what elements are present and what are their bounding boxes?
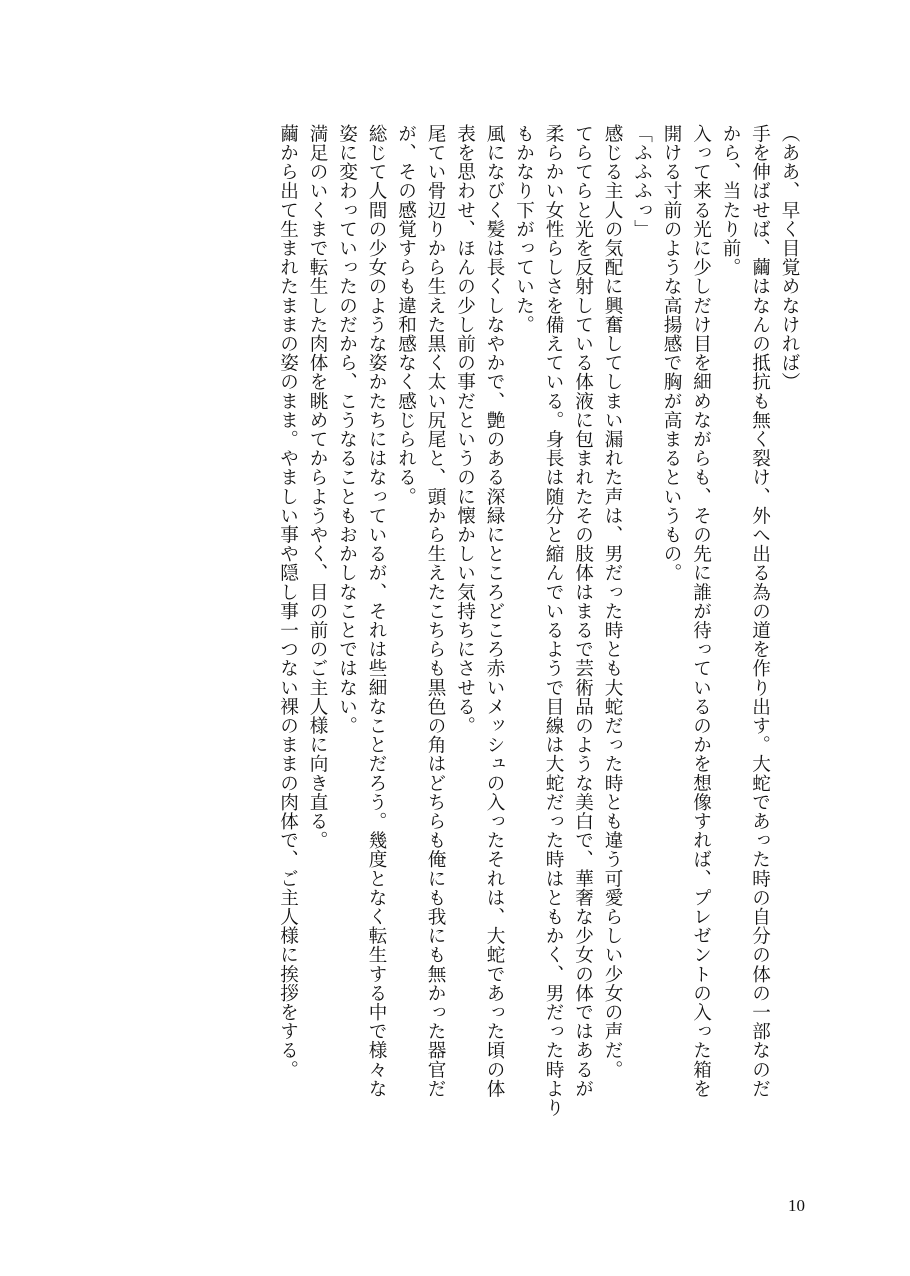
text-line: 感じる主人の気配に興奮してしまい漏れた声は、男だった時とも大蛇だった時とも違う可愛らしい少女の声だ。 [602,124,623,1079]
text-line: 風になびく髪は長くしなやかで、艶のある深緑にところどころ赤いメッシュの入ったそれは、大蛇であった頃の体 [484,124,505,1099]
text-line: （ああ、早く目覚めなければ） [779,124,800,392]
text-line: 手を伸ばせば、繭はなんの抵抗も無く裂け、外へ出る為の道を作り出す。大蛇であった時の自分の体の一部なのだ [749,124,771,1099]
page-number: 10 [788,1196,805,1215]
text-line: が、その感覚すらも違和感なく感じられる。 [395,124,417,506]
text-line: てらてらと光を反射している体液に包まれたその肢体はまるで芸術品のような美白で、華奢な少女の体ではあるが [572,124,594,1099]
text-line: 柔らかい女性らしさを備えている。身長は随分と縮んでいるようで目線は大蛇だった時はともかく、男だった時より [543,124,564,1118]
text-line: 開ける寸前のような高揚感で胸が高まるというもの。 [661,124,682,583]
text-line: 姿に変わっていったのだから、こうなることもおかしなことではない。 [336,124,358,736]
vertical-text-body [273,124,804,1124]
text-line: 表を思わせ、ほんの少し前の事だというのに懐かしい気持ちにさせる。 [454,124,476,736]
text-line: もかなり下がっていた。 [513,124,535,335]
text-line: から、当たり前。 [720,124,741,277]
text-line: 尾てい骨辺りから生えた黒く太い尻尾と、頭から生えたこちらも黒色の角はどちらも俺にも我にも無かった器官だ [425,124,446,1099]
text-line: 「ふふふっ」 [631,124,653,239]
text-line: 満足のいくまで転生した肉体を眺めてからようやく、目の前のご主人様に向き直る。 [307,124,328,850]
text-line: 繭から出て生まれたままの姿のまま。やましい事や隠し事一つない裸のままの肉体で、ご主人様に挨拶をする。 [277,124,299,1079]
text-line: 総じて人間の少女のような姿かたちにはなっているが、それは些細なことだろう。幾度となく転生する中で様々な [366,124,387,1099]
text-line: 入って来る光に少しだけ目を細めながらも、その先に誰が待っているのかを想像すれば、プレゼントの入った箱を [690,124,712,1099]
